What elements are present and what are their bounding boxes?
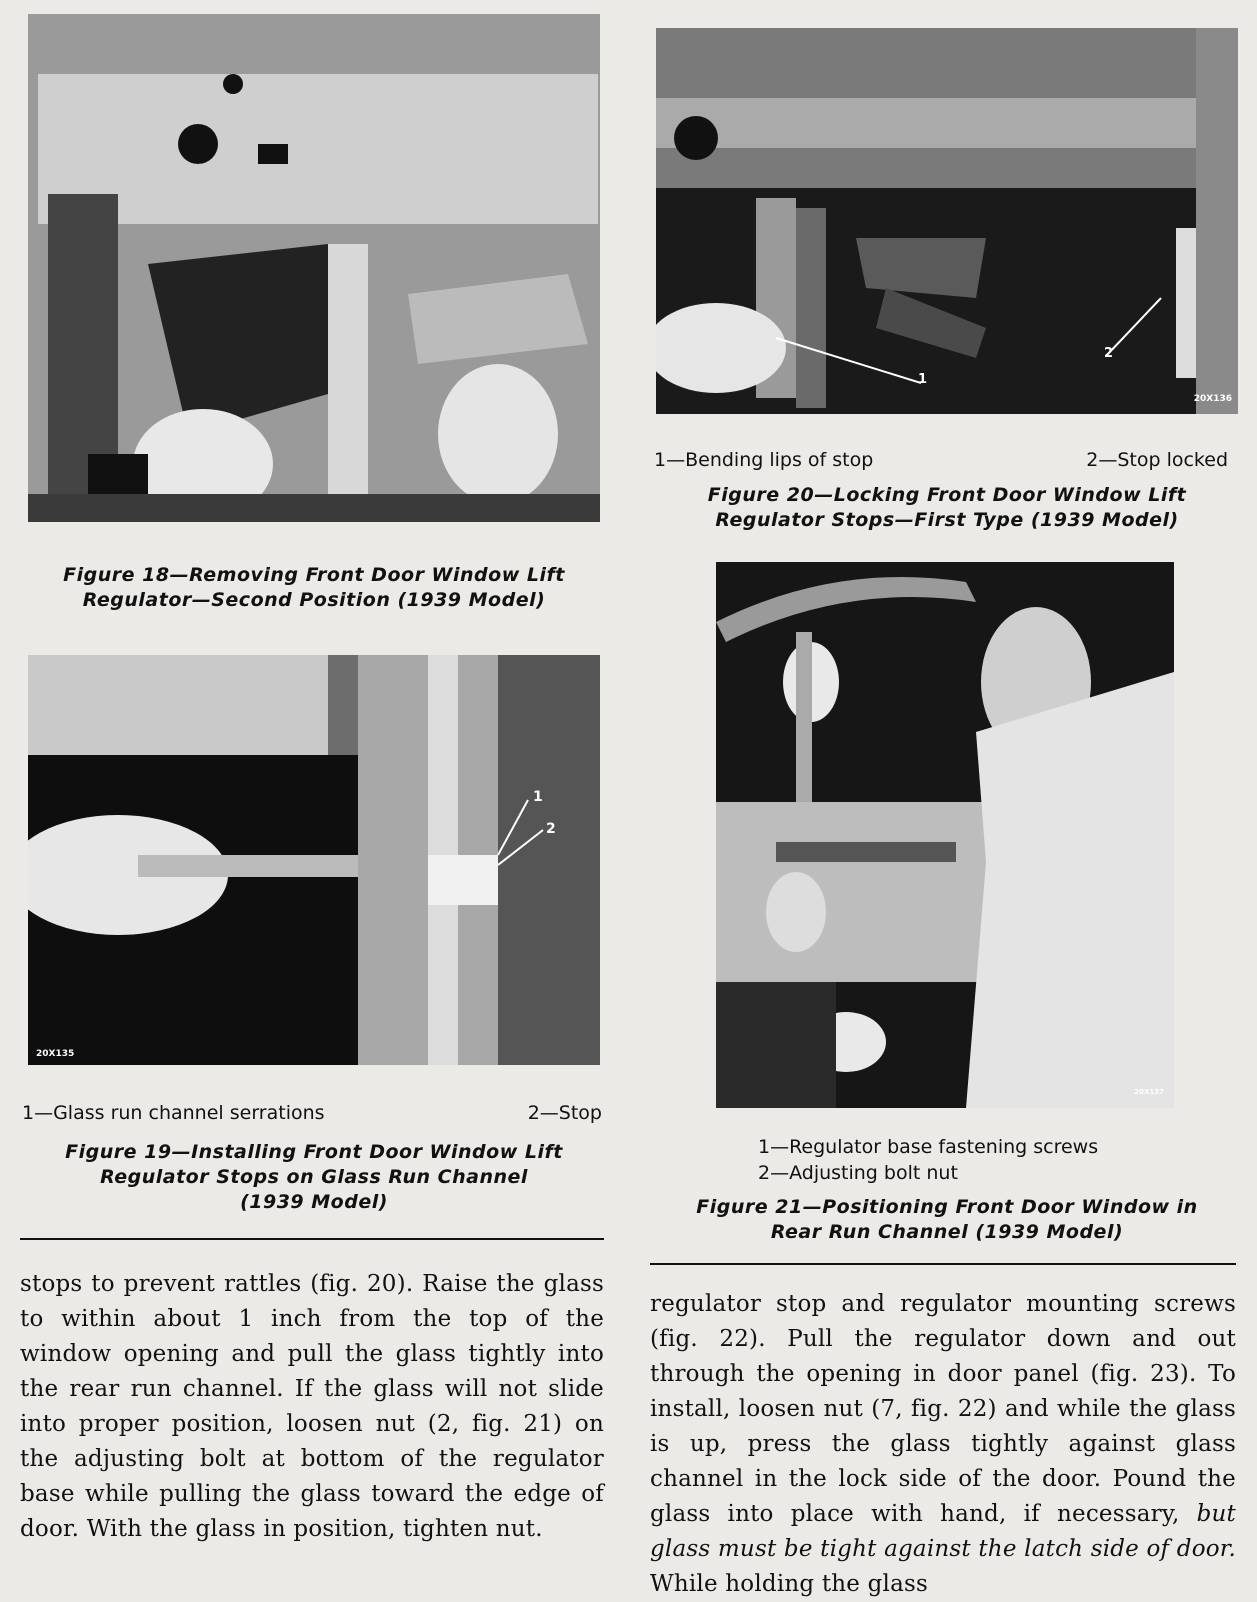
figure-21-legend-item: 2—Adjusting bolt nut: [758, 1162, 958, 1184]
figure-20-illustration: [656, 28, 1238, 414]
figure-19-callout-1: 1: [533, 789, 543, 805]
figure-19-callout-2: 2: [546, 821, 556, 837]
figure-18-caption: [28, 563, 600, 613]
right-column-rule: [650, 1263, 1236, 1265]
figure-20-photo-code: 20X136: [1193, 394, 1232, 404]
figure-21-legend-item: 1—Regulator base fastening screws: [758, 1136, 1099, 1158]
figure-21-caption-line: Rear Run Channel (1939 Model): [770, 1221, 1124, 1243]
left-column-text: stops to prevent rattles (fig. 20). Raise the glass to within about 1 inch from the top of the window opening and pull the glass tightly into the rear run channel. If the glass will not slide into proper position, loosen nut (2, fig. 21) on the adjusting bolt at bottom of the regulator base while pulling the glass toward the edge of door. With the glass in position, tighten nut.: [20, 1271, 604, 1542]
figure-19-caption-line: Regulator Stops on Glass Run Channel: [100, 1166, 528, 1188]
figure-18-photo: [28, 14, 600, 522]
figure-18-caption-line: Figure 18—Removing Front Door Window Lift: [63, 564, 565, 586]
figure-20-caption-line: Regulator Stops—First Type (1939 Model): [715, 509, 1179, 531]
right-column-text: [650, 1287, 1236, 1602]
figure-20-legend: [654, 447, 1228, 473]
figure-18-illustration: [28, 14, 600, 522]
figure-19-caption-line: (1939 Model): [240, 1191, 388, 1213]
figure-19-illustration: [28, 655, 600, 1065]
figure-21-caption-line: Figure 21—Positioning Front Door Window in: [696, 1196, 1198, 1218]
figure-19-photo-code: 20X135: [36, 1049, 75, 1059]
figure-21-photo-code: 20X137: [1134, 1088, 1164, 1096]
right-column-text-tail: While holding the glass: [650, 1571, 929, 1597]
figure-18-caption-line: Regulator—Second Position (1939 Model): [82, 589, 546, 611]
figure-21-photo: [716, 562, 1174, 1108]
figure-20-legend-item: 1—Bending lips of stop: [654, 449, 874, 471]
figure-19-caption-line: Figure 19—Installing Front Door Window Lift: [65, 1141, 563, 1163]
figure-19-legend: [22, 1100, 602, 1126]
figure-20-legend-item: 2—Stop locked: [1086, 449, 1228, 471]
figure-20-callout-2: 2: [1104, 346, 1114, 361]
figure-20-caption-line: Figure 20—Locking Front Door Window Lift: [707, 484, 1187, 506]
figure-19-legend-item: 1—Glass run channel serrations: [22, 1102, 325, 1124]
figure-21-legend: [758, 1134, 1178, 1186]
figure-19-photo: [28, 655, 600, 1065]
figure-20-callout-1: 1: [918, 372, 928, 387]
figure-20-caption: [656, 483, 1238, 533]
figure-20-photo: [656, 28, 1238, 414]
right-column-text-plain: regulator stop and regulator mounting screws (fig. 22). Pull the regulator down and out through the opening in door panel (fig. 23). To install, loosen nut (7, fig. 22) and while the glass is up, press the glass tightly against glass channel in the lock side of the door. Pound the glass into place with hand, if necessary,: [650, 1291, 1236, 1527]
figure-19-caption: [28, 1140, 600, 1215]
figure-19-legend-item: 2—Stop: [527, 1102, 602, 1124]
left-column-rule: [20, 1238, 604, 1240]
figure-21-caption: [656, 1195, 1238, 1245]
figure-21-illustration: [716, 562, 1174, 1108]
right-column-text-emphasis: but glass must be tight against the latch side of door.: [650, 1501, 1236, 1562]
